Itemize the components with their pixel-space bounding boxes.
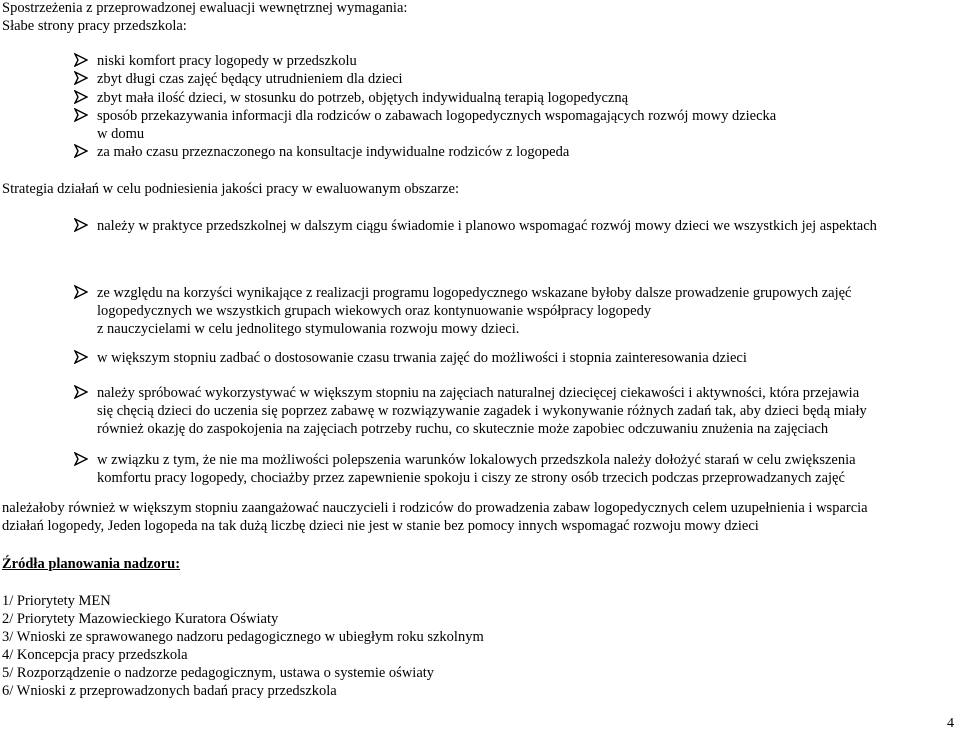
sources-heading: Źródła planowania nadzoru:	[2, 556, 181, 572]
weak-points-heading: Słabe strony pracy przedszkola:	[2, 18, 187, 34]
arrowhead-bullet-icon	[74, 71, 88, 87]
list-item: zbyt mała ilość dzieci, w stosunku do potrzeb, objętych indywidualną terapią logopedyczną	[97, 90, 629, 106]
strategy-item: należy spróbować wykorzystywać w większym stopniu na zajęciach naturalnej dziecięcej ciekawości i aktywności, która przejawia	[97, 385, 860, 401]
page-title: Spostrzeżenia z przeprowadzonej ewaluacji wewnętrznej wymagania:	[2, 0, 408, 16]
list-item: sposób przekazywania informacji dla rodziców o zabawach logopedycznych wspomagających rozwój mowy dziecka	[97, 108, 777, 124]
strategy-item: ze względu na korzyści wynikające z realizacji programu logopedycznego wskazane byłoby dalsze prowadzenie grupowych zajęć	[97, 285, 852, 301]
strategy-item-continuation: komfortu pracy logopedy, chociażby przez zapewnienie spokoju i ciszy ze strony osób trzecich podczas przeprowadzanych zajęć	[97, 470, 845, 486]
arrowhead-bullet-icon	[74, 350, 88, 366]
strategy-item: w związku z tym, że nie ma możliwości polepszenia warunków lokalowych przedszkola należy dołożyć starań w celu zwiększenia	[97, 452, 856, 468]
arrowhead-bullet-icon	[74, 90, 88, 106]
closing-paragraph-line: należałoby również w większym stopniu zaangażować nauczycieli i rodziców do prowadzenia zabaw logopedycznych celem uzupełnienia i wsparcia	[2, 500, 868, 516]
list-item-continuation: w domu	[97, 126, 145, 142]
source-item: 4/ Koncepcja pracy przedszkola	[2, 647, 188, 663]
strategy-item: należy w praktyce przedszkolnej w dalszym ciągu świadomie i planowo wspomagać rozwój mowy dzieci we wszystkich jej aspektach	[97, 218, 877, 234]
strategy-item: w większym stopniu zadbać o dostosowanie czasu trwania zajęć do możliwości i stopnia zainteresowania dzieci	[97, 350, 747, 366]
source-item: 2/ Priorytety Mazowieckiego Kuratora Oświaty	[2, 611, 279, 627]
list-item: zbyt długi czas zajęć będący utrudnieniem dla dzieci	[97, 71, 403, 87]
arrowhead-bullet-icon	[74, 144, 88, 160]
strategy-item-continuation: z nauczycielami w celu jednolitego stymulowania rozwoju mowy dzieci.	[97, 321, 520, 337]
arrowhead-bullet-icon	[74, 218, 88, 234]
list-item: niski komfort pracy logopedy w przedszkolu	[97, 53, 357, 69]
list-item: za mało czasu przeznaczonego na konsultacje indywidualne rodziców z logopeda	[97, 144, 570, 160]
source-item: 5/ Rozporządzenie o nadzorze pedagogicznym, ustawa o systemie oświaty	[2, 665, 435, 681]
source-item: 6/ Wnioski z przeprowadzonych badań pracy przedszkola	[2, 683, 337, 699]
source-item: 3/ Wnioski ze sprawowanego nadzoru pedagogicznego w ubiegłym roku szkolnym	[2, 629, 484, 645]
arrowhead-bullet-icon	[74, 452, 88, 468]
source-item: 1/ Priorytety MEN	[2, 593, 111, 609]
strategy-item-continuation: również okazję do zaspokojenia na zajęciach potrzeby ruchu, co skutecznie może zapobiec odczuwaniu znużenia na zajęciach	[97, 421, 829, 437]
arrowhead-bullet-icon	[74, 385, 88, 401]
strategy-heading: Strategia działań w celu podniesienia jakości pracy w ewaluowanym obszarze:	[2, 181, 459, 197]
strategy-item-continuation: logopedycznych we wszystkich grupach wiekowych oraz kontynuowanie współpracy logopedy	[97, 303, 652, 319]
page-number: 4	[947, 716, 954, 731]
arrowhead-bullet-icon	[74, 53, 88, 69]
arrowhead-bullet-icon	[74, 108, 88, 124]
closing-paragraph-line: działań logopedy, Jeden logopeda na tak dużą liczbę dzieci nie jest w stanie bez pomocy innych wspomagać rozwoju mowy dzieci	[2, 518, 759, 534]
strategy-item-continuation: się chęcią dzieci do uczenia się poprzez zabawę w rozwiązywanie zagadek i wykonywanie różnych zadań tak, aby dzieci będą miały	[97, 403, 867, 419]
arrowhead-bullet-icon	[74, 285, 88, 301]
